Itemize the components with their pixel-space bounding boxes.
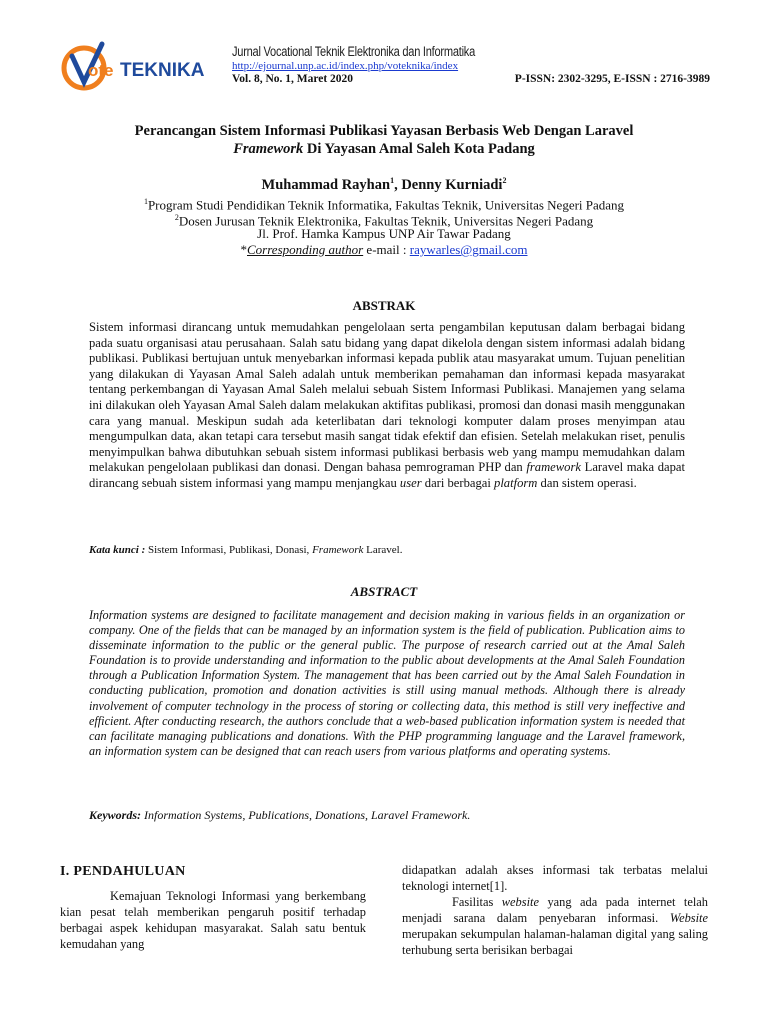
corresponding-label: Corresponding author bbox=[247, 242, 364, 257]
affiliation-1-text: Program Studi Pendidikan Teknik Informatika, Fakultas Teknik, Universitas Negeri Padang bbox=[147, 197, 625, 213]
paper-title bbox=[60, 122, 708, 158]
kata-kunci-end: Laravel. bbox=[363, 544, 403, 556]
author-separator: , bbox=[394, 176, 402, 193]
title-framework: Framework bbox=[233, 141, 304, 157]
keywords bbox=[89, 808, 470, 823]
svg-text:TEKNIKA: TEKNIKA bbox=[120, 60, 205, 81]
email-label: e-mail : bbox=[363, 242, 410, 257]
kata-kunci bbox=[89, 544, 402, 556]
author-list bbox=[60, 176, 708, 194]
email-link[interactable]: raywarles@gmail.com bbox=[409, 242, 528, 257]
abstrak-text-2: Laravel maka dapat dirancang sebuah sistem informasi yang mampu menjangkau bbox=[89, 460, 685, 490]
affiliation-1-sup: 1 bbox=[143, 197, 148, 206]
right-p2-text-a: Fasilitas bbox=[452, 895, 502, 909]
kata-kunci-framework: Framework bbox=[312, 544, 364, 556]
author-1-sup: 1 bbox=[390, 176, 395, 185]
kata-kunci-label: Kata kunci : bbox=[89, 544, 146, 556]
corresponding-prefix: * bbox=[240, 242, 247, 257]
abstrak-platform: platform bbox=[494, 475, 538, 490]
abstract-body: Information systems are designed to facilitate management and decision making in various fields in an organization or company. One of the fields that can be managed by an information system is the field of publication. Publication aims to disseminate information to the public or the general public. The purpose of research carried out at the Amal Saleh Foundation is to provide understanding and information to the public about developments at the Amal Saleh Foundation through a Publication Information System. The management that has been carried out by the Amal Saleh Foundation in conducting publication, promotion and donation activities is still using manual methods. Although there is already involvement of computer technology in the process of storing or collecting data, this method is still very ineffective and efficient. After conducting research, the authors conclude that a web-based publication information system is needed that can facilitate managing publications and donations. With the PHP programming language and the Laravel framework, an information system can be designed that can reach users from various platforms and operating systems. bbox=[89, 608, 685, 758]
affiliation-2-text: Dosen Jurusan Teknik Elektronika, Fakultas Teknik, Universitas Negeri Padang bbox=[178, 213, 594, 229]
volume-info: Vol. 8, No. 1, Maret 2020 bbox=[232, 73, 354, 85]
journal-name: Jurnal Vocational Teknik Elektronika dan Informatika bbox=[232, 44, 475, 59]
right-paragraph-1: didapatkan adalah akses informasi tak terbatas melalui teknologi internet[1]. bbox=[402, 863, 708, 893]
author-2-sup: 2 bbox=[502, 176, 507, 185]
right-column bbox=[402, 862, 708, 958]
left-paragraph-1: Kemajuan Teknologi Informasi yang berkembang kian pesat telah memberikan pengaruh positif terhadap berbagai aspek kehidupan masyarakat. Salah satu bentuk kemudahan yang bbox=[60, 889, 366, 951]
right-paragraph-2 bbox=[402, 894, 708, 958]
abstrak-text-4: dan sistem operasi. bbox=[537, 475, 637, 490]
keywords-text: Information Systems, Publications, Donations, Laravel Framework. bbox=[141, 808, 471, 822]
abstrak-body bbox=[89, 320, 685, 492]
author-1: Muhammad Rayhan bbox=[261, 176, 391, 193]
right-p2-website: website bbox=[501, 895, 539, 909]
address: Jl. Prof. Hamka Kampus UNP Air Tawar Padang bbox=[257, 226, 511, 241]
issn-info: P-ISSN: 2302-3295, E-ISSN : 2716-3989 bbox=[514, 73, 710, 85]
abstrak-framework: framework bbox=[526, 460, 581, 475]
journal-logo bbox=[58, 38, 218, 98]
abstract-heading: ABSTRACT bbox=[350, 584, 418, 599]
right-p2-text-b: yang ada pada internet telah menjadi sarana dalam penyebaran informasi. bbox=[402, 895, 708, 925]
abstrak-user: user bbox=[399, 475, 422, 490]
svg-text:ote: ote bbox=[88, 61, 114, 80]
keywords-label: Keywords: bbox=[89, 808, 141, 822]
left-column bbox=[60, 888, 366, 952]
corresponding-author bbox=[60, 242, 708, 258]
abstrak-text-3: dari berbagai bbox=[421, 475, 495, 490]
abstrak-text-1: Sistem informasi dirancang untuk memudahkan pengelolaan serta pengambilan keputusan dalam berbagai bidang pada suatu organisasi atau perusahaan. Salah satu bidang yang dapat dikelola dengan sistem informasi adalah bidang publikasi. Publikasi bertujuan untuk menyebarkan informasi kepada publik atau masyarakat umum. Tujuan penelitian yang dilakukan di Yayasan Amal Saleh adalah untuk memberikan pemahaman dan informasi kepada masyarakat tentang perkembangan di Yayasan Amal Saleh melalui sebuah Sistem Informasi Publikasi. Manajemen yang selama ini dilakukan oleh Yayasan Amal Saleh dalam melakukan aktifitas publikasi, promosi dan donasi masih menggunakan cara yang manual. Meskipun sudah ada keterlibatan dari teknologi komputer dalam proses menyimpan atau mengumpulkan data, akan tetapi cara tersebut masih sangat tidak efektif dan efisien. Setelah melakukan riset, penulis menyimpulkan bahwa dibutuhkan sebuah sistem informasi publikasi berbasis web yang mampu memudahkan dalam melakukan pengelolaan publikasi dan donasi. Dengan bahasa pemrograman PHP dan bbox=[89, 320, 685, 475]
section-heading-pendahuluan: I. PENDAHULUAN bbox=[60, 864, 186, 879]
affiliation-2-sup: 2 bbox=[174, 213, 179, 222]
kata-kunci-text: Sistem Informasi, Publikasi, Donasi, bbox=[145, 544, 313, 556]
right-p2-text-c: merupakan sekumpulan halaman-halaman digital yang saling terhubung serta berisikan berbagai bbox=[402, 927, 708, 957]
voteknika-logo-icon bbox=[58, 38, 218, 98]
title-line-1: Perancangan Sistem Informasi Publikasi Yayasan Berbasis Web Dengan Laravel bbox=[134, 123, 634, 139]
journal-url-link[interactable]: http://ejournal.unp.ac.id/index.php/voteknika/index bbox=[232, 60, 459, 72]
author-2: Denny Kurniadi bbox=[401, 176, 503, 193]
right-p2-website-2: Website bbox=[669, 911, 708, 925]
title-line-2 bbox=[60, 140, 708, 158]
title-line-2-rest: Di Yayasan Amal Saleh Kota Padang bbox=[303, 141, 535, 157]
abstrak-heading: ABSTRAK bbox=[352, 298, 416, 313]
